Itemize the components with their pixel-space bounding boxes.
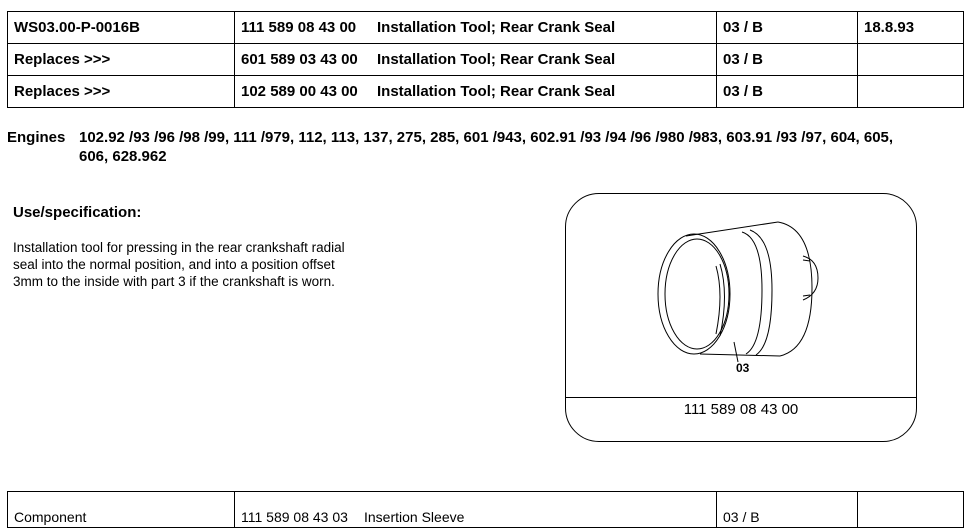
table-row bbox=[8, 492, 964, 528]
engines-section bbox=[7, 128, 907, 166]
use-description: Installation tool for pressing in the rear crankshaft radial seal into the normal position, and into a position offset 3mm to the inside with part 3 if the crankshaft is worn. bbox=[13, 240, 345, 289]
engines-label: Engines bbox=[7, 129, 66, 146]
tool-figure bbox=[565, 193, 917, 442]
revision: 03 / B bbox=[717, 12, 858, 44]
part-number: 102 589 00 43 00 bbox=[241, 83, 358, 100]
part-cell bbox=[235, 44, 717, 76]
date: 18.8.93 bbox=[858, 12, 964, 44]
table-row bbox=[8, 12, 964, 44]
component-table bbox=[7, 491, 964, 528]
part-number: 111 589 08 43 00 bbox=[241, 19, 357, 36]
revision: 03 / B bbox=[717, 492, 858, 528]
part-callout: 03 bbox=[736, 361, 750, 375]
divider bbox=[566, 397, 916, 398]
component-label: Component bbox=[8, 492, 235, 528]
part-description: Insertion Sleeve bbox=[364, 509, 465, 525]
replaces-label: Replaces >>> bbox=[8, 76, 235, 108]
table-row bbox=[8, 76, 964, 108]
part-cell bbox=[235, 12, 717, 44]
replaces-label: Replaces >>> bbox=[8, 44, 235, 76]
engines-list: 102.92 /93 /96 /98 /99, 111 /979, 112, 113, 137, 275, 285, 601 /943, 602.91 /93 /94 /96 /980 /983, 603.91 /93 /97, 604, 605, 606, 628.962 bbox=[79, 129, 894, 165]
revision: 03 / B bbox=[717, 76, 858, 108]
use-heading: Use/specification: bbox=[13, 204, 142, 221]
table-row bbox=[8, 44, 964, 76]
part-description: Installation Tool; Rear Crank Seal bbox=[377, 51, 616, 68]
part-description: Installation Tool; Rear Crank Seal bbox=[377, 83, 616, 100]
part-number: 601 589 03 43 00 bbox=[241, 51, 358, 68]
part-cell bbox=[235, 76, 717, 108]
document-id: WS03.00-P-0016B bbox=[8, 12, 235, 44]
part-cell bbox=[235, 492, 717, 528]
tool-header-table bbox=[7, 11, 964, 108]
date bbox=[858, 76, 964, 108]
part-description: Installation Tool; Rear Crank Seal bbox=[377, 19, 616, 36]
extra bbox=[858, 492, 964, 528]
date bbox=[858, 44, 964, 76]
part-number: 111 589 08 43 03 bbox=[241, 509, 348, 525]
figure-caption: 111 589 08 43 00 bbox=[683, 401, 799, 418]
revision: 03 / B bbox=[717, 44, 858, 76]
